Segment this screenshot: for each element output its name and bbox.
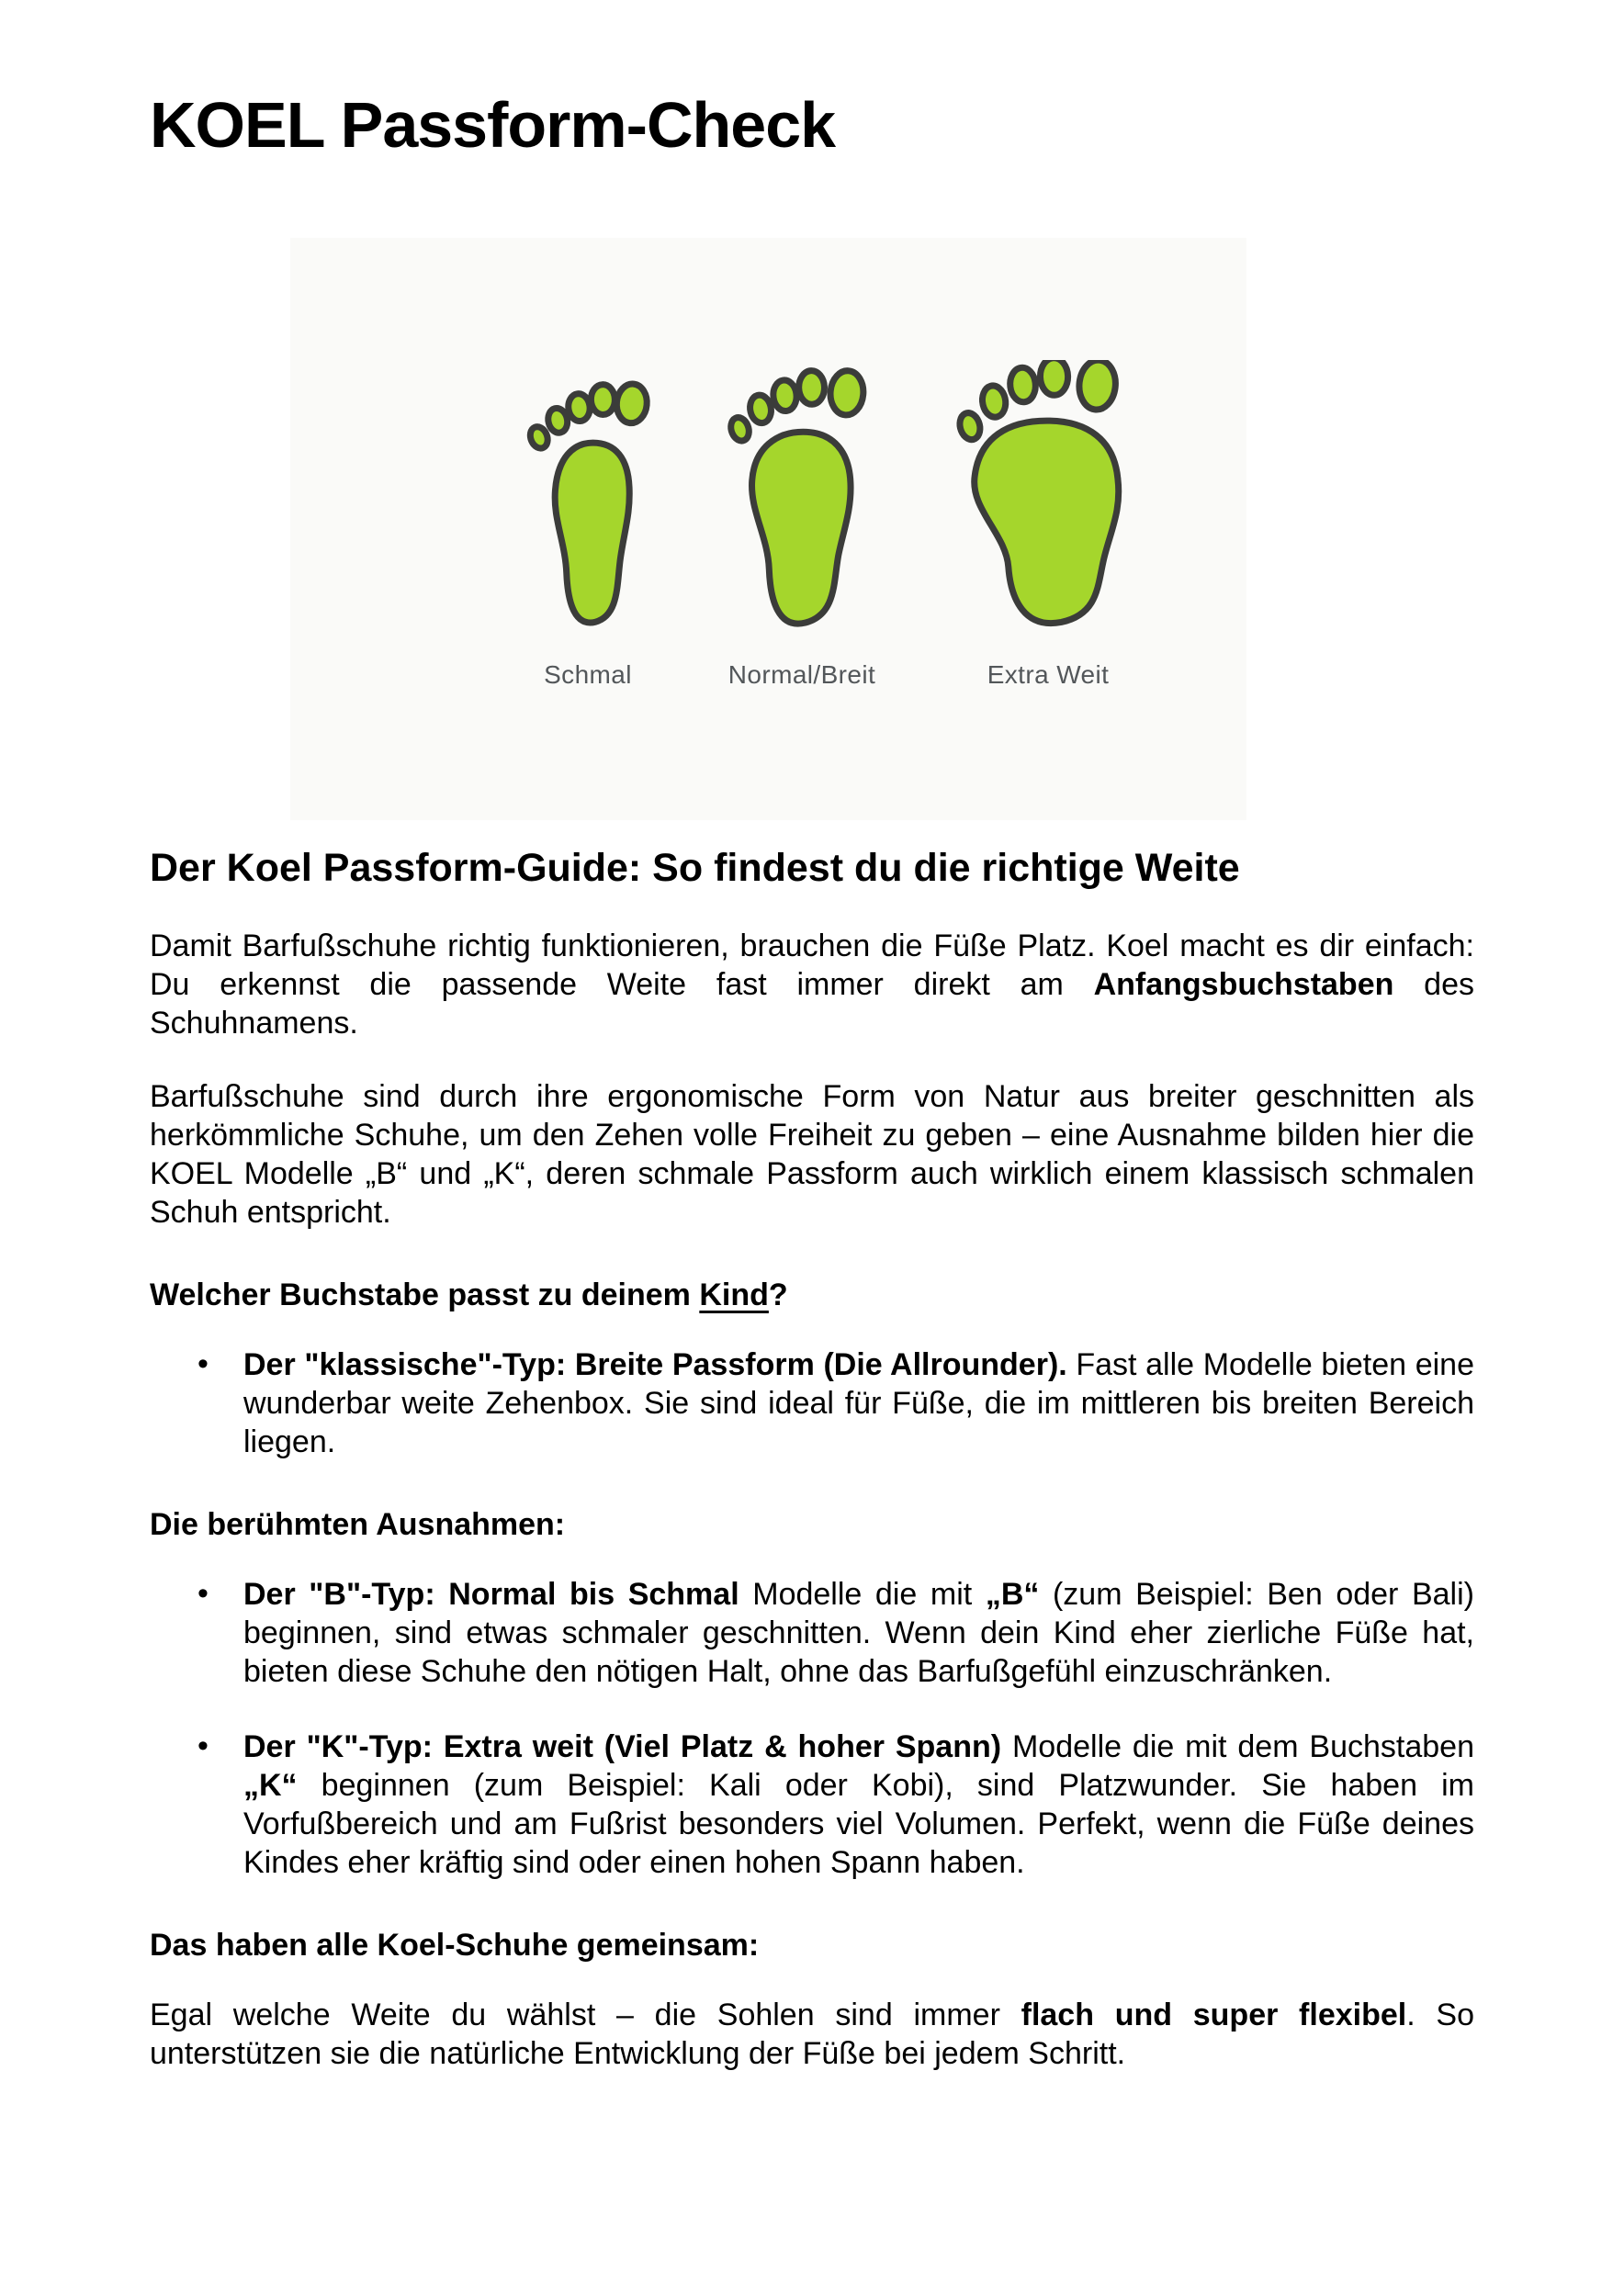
guide-heading: Der Koel Passform-Guide: So findest du die richtige Weite (150, 845, 1240, 890)
classic-type-list (150, 1345, 1474, 1461)
ergonomics-paragraph: Barfußschuhe sind durch ihre ergonomische Form von Natur aus breiter geschnitten als herkömmliche Schuhe, um den Zehen volle Freiheit zu geben – eine Ausnahme bilden hier die KOEL Modelle „B“ und „K“, deren schmale Passform auch wirklich einem klassisch schmalen Schuh entspricht. (150, 1078, 1474, 1230)
letter-question-heading: Welcher Buchstabe passt zu deinem Kind? (150, 1277, 788, 1312)
list-item-classic-type: • Der "klassische"-Typ: Breite Passform (Die Allrounder). Fast alle Modelle bieten eine wunderbar weite Zehenbox. Sie sind ideal für Füße, die im mittleren bis breiten Bereich liegen. (150, 1345, 1474, 1461)
intro-paragraph: Damit Barfußschuhe richtig funktionieren, brauchen die Füße Platz. Koel macht es dir einfach: Du erkennst die passende Weite fast immer direkt am Anfangsbuchstaben des Schuhnamens. (150, 928, 1474, 1041)
exception-type-list (150, 1575, 1474, 1882)
common-heading: Das haben alle Koel-Schuhe gemeinsam: (150, 1927, 760, 1963)
footprint-label-schmal: Schmal (544, 659, 632, 689)
footprint-label-normal-breit: Normal/Breit (727, 659, 876, 689)
soles-paragraph: Egal welche Weite du wählst – die Sohlen sind immer flach und super flexibel. So unterstützen sie die natürliche Entwicklung der Füße bei jedem Schritt. (150, 1997, 1474, 2071)
document-title: KOEL Passform-Check (150, 89, 836, 161)
list-item-b-type: • Der "B"-Typ: Normal bis Schmal Modelle die mit „B“ (zum Beispiel: Ben oder Bali) beginnen, sind etwas schmaler geschnitten. Wenn dein Kind eher zierliche Füße hat, bieten diese Schuhe den nötigen Halt, ohne das Barfußgefühl einzuschränken. (150, 1575, 1474, 1691)
footprint-medium-icon (723, 367, 881, 643)
footprint-narrow-icon (523, 375, 653, 643)
foot-option-schmal (523, 375, 653, 690)
list-item-k-type: • Der "K"-Typ: Extra weit (Viel Platz & hoher Spann) Modelle die mit dem Buchstaben „K“ beginnen (zum Beispiel: Kali oder Kobi), sind Platzwunder. Sie haben im Vorfußbereich und am Fußrist besonders viel Volumen. Perfekt, wenn die Füße deines Kindes eher kräftig sind oder einen hohen Spann haben. (150, 1728, 1474, 1882)
foot-option-normal-breit (723, 367, 881, 690)
footprint-label-extra-weit: Extra Weit (987, 659, 1110, 689)
exceptions-heading: Die berühmten Ausnahmen: (150, 1506, 566, 1542)
footprint-wide-icon (951, 360, 1145, 643)
foot-option-extra-weit (951, 360, 1145, 690)
foot-width-figure (290, 238, 1246, 820)
